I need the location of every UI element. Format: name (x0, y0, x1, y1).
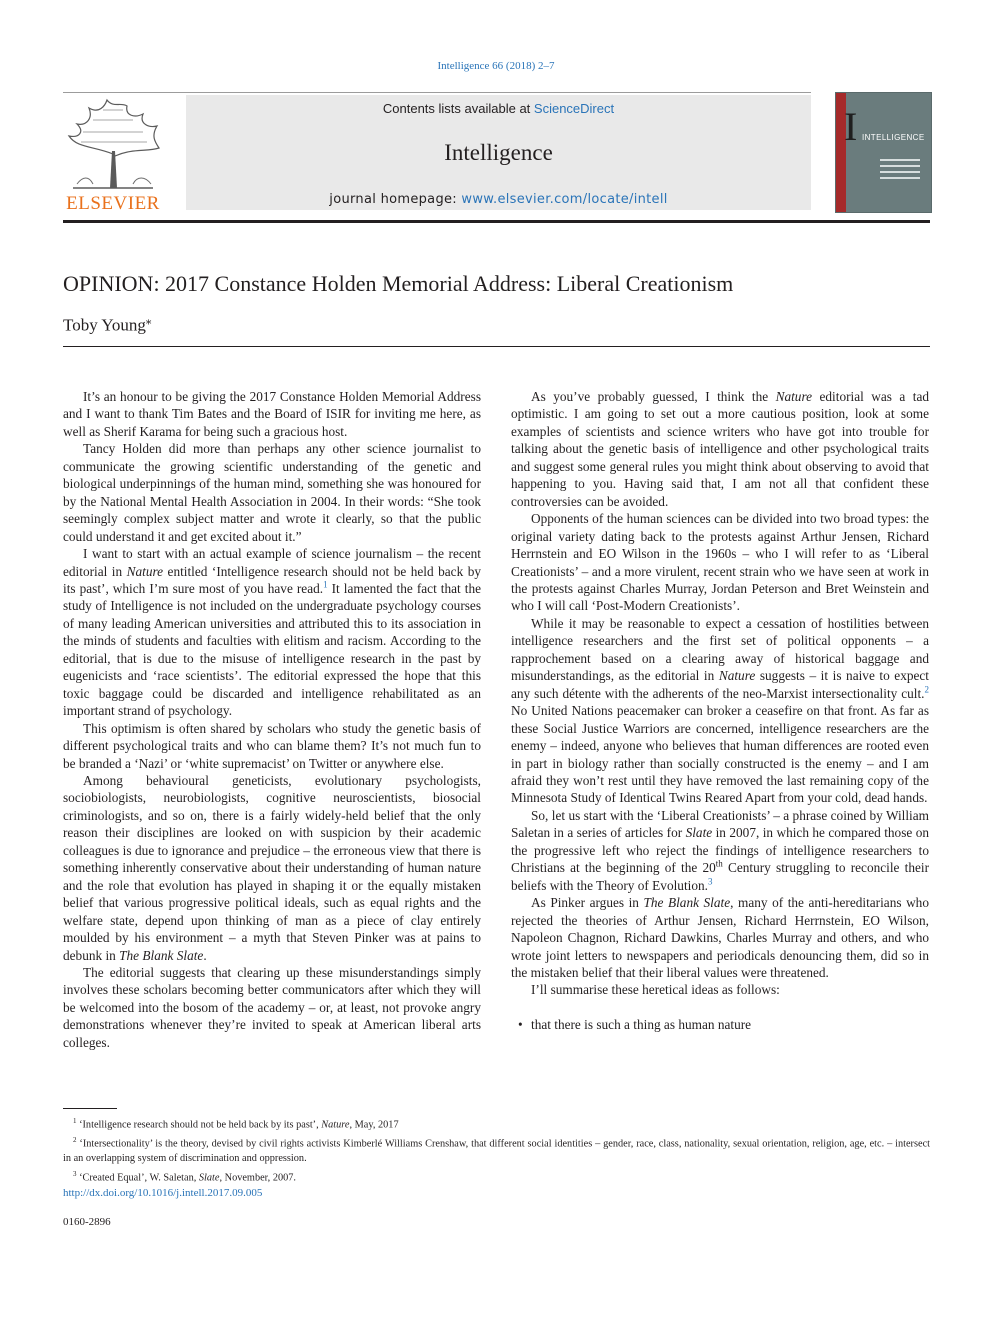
elsevier-logo (63, 96, 163, 214)
author (63, 314, 151, 336)
paragraph: As Pinker argues in The Blank Slate, many of the anti-hereditarians who rejected the theories of Arthur Jensen, Richard Herrnstein, EO Wilson, Napoleon Chagnon, Richard Dawkins, Charles Murray and others, and who wrote joint letters to newspapers and periodicals denouncing them, did so in the mistaken belief that their liberal values were threatened. (511, 895, 929, 980)
homepage-link[interactable]: www.elsevier.com/locate/intell (461, 192, 668, 207)
header-top-rule (63, 92, 811, 93)
issn: 0160-2896 (63, 1216, 111, 1228)
ordinal-suffix: th (715, 858, 723, 869)
bullet-icon: • (518, 1016, 523, 1032)
paragraph: Among behavioural geneticists, evolutionary psychologists, sociobiologists, neurobiologists, cognitive neuroscientists, biosocial criminologists, and so on, there is a fairly widely-held belief that the only reason their disciplines are looked on with suspicion by their academic colleagues is due to ignorance and prejudice – the erroneous view that there is something inherently conservative about their understanding of human nature and the role that evolution has played in shaping it or the equally mistaken belief that various progressive political ideals, such as equal rights and the welfare state, depend upon thinking of man as a piece of clay entirely moulded by his environment – a myth that Steven Pinker was at pains to debunk in The Blank Slate. (63, 772, 481, 963)
footnote-2: $^2$ ‘Intersectionality’ is the theory, devised by civil rights activists Kimberlé Williams Crenshaw, that different social identities – gender, race, class, nationality, sexual orientation, religion, age, etc. – intersect in an overlapping system of discrimination and oppression. (63, 1136, 930, 1165)
cover-title: INTELLIGENCE (862, 133, 925, 142)
footnotes (63, 1114, 930, 1186)
footnote-rule (63, 1108, 117, 1109)
paragraph: I want to start with an actual example of science journalism – the recent editorial in Nature entitled ‘Intelligence research should not be held back by its past’, which I’m sure most of you have read.$^1$ It lamented the fact that the study of Intelligence is not included on the undergraduate psychology courses of many leading American universities and attributed this to its association in the minds of students and faculties with elitism and racism. According to the editorial, that is due to the misuse of intelligence research in the past by eugenicists and ‘race scientists’. The editorial expressed the hope that this toxic baggage could be discarded and intelligence rehabilitated as an important strand of psychology. (63, 546, 482, 719)
homepage-prefix: journal homepage: (329, 192, 462, 207)
article-title: OPINION: 2017 Constance Holden Memorial Address: Liberal Creationism (63, 271, 734, 296)
footnote-ref-1[interactable]: 1 (323, 579, 328, 590)
body-left-column (63, 388, 481, 1051)
author-mark[interactable]: ⁎ (145, 315, 152, 327)
title-rule (63, 346, 930, 347)
journal-citation[interactable]: Intelligence 66 (2018) 2–7 (437, 60, 555, 72)
footnote-3: $^3$ ‘Created Equal’, W. Saletan, Slate, November, 2007. (73, 1169, 296, 1184)
paragraph: While it may be reasonable to expect a cessation of hostilities between intelligence researchers and the first set of political opponents – a rapprochement based on a clearing away of historical baggage and misunderstandings, as the editorial in Nature suggests – it is naive to expect any such détente with the adherents of the neo-Marxist intersectionality cult.$^2$ No United Nations peacemaker can broker a ceasefire on that front. As far as these Social Justice Warriors are concerned, intelligence researchers are the enemy – indeed, anyone who believes that human differences are rooted even in part in biology rather than socially constructed is the enemy – and I am afraid they won’t rest until they have removed the last remaining copy of the Minnesota Study of Identical Twins Reared Apart from your cold, dead hands. (511, 615, 930, 806)
sciencedirect-link[interactable]: ScienceDirect (533, 101, 615, 116)
journal-name: Intelligence (444, 140, 553, 165)
paragraph: Opponents of the human sciences can be divided into two broad types: the original variety dating back to the protests against Arthur Jensen, Richard Herrnstein and EO Wilson in the 1960s – who I will refer to as ‘Liberal Creationists’ – and a more virulent, recent strain who we have seen at work in the protests against Charles Murray, Jordan Peterson and Bret Weinstein and who I will call ‘Post-Modern Creationists’. (511, 511, 929, 614)
footnote-ref-2[interactable]: 2 (924, 684, 929, 695)
paragraph: Tancy Holden did more than perhaps any other science journalist to communicate the growing scientific understanding of the genetic and biological underpinnings of the human mind, something she was honoured for by the National Mental Health Association in 2004. In their words: “She took seemingly complex subject matter and wrote it clearly, so that the public could understand it and get excited about it.” (63, 441, 481, 544)
paragraph: So, let us start with the ‘Liberal Creationists’ – a phrase coined by William Saletan in a series of articles for Slate in 2007, in which he compared those on the progressive left who reject the findings of intelligence researchers to Christians at the beginning of the 20th Century struggling to reconcile their beliefs with the Theory of Evolution.$^3$ (511, 807, 929, 893)
svg-text:ELSEVIER: ELSEVIER (66, 193, 160, 214)
paragraph: This optimism is often shared by scholars who study the genetic basis of different psychological traits and who can blame them? It’s not much fun to be branded a ‘Nazi’ or ‘white supremacist’ on Twitter or anywhere else. (63, 720, 481, 771)
contents-line (186, 101, 811, 116)
body-right-column (511, 388, 929, 1033)
header-bottom-rule (63, 220, 930, 223)
author-name[interactable]: Toby Young (63, 315, 146, 335)
footnote-ref-3[interactable]: 3 (707, 876, 713, 887)
cover-decoration (880, 159, 920, 183)
journal-cover[interactable] (835, 92, 932, 213)
paragraph: As you’ve probably guessed, I think the Nature editorial was a tad optimistic. I am going to set out a more cautious position, look at some examples of scientists and science writers who have got into trouble for talking about the genetic basis of intelligence and other psychological traits and suggest some general rules you might think about observing to avoid that happening to you. Having said that, I am not all that confident these controversies can be avoided. (511, 389, 929, 509)
paragraph: The editorial suggests that clearing up these misunderstandings simply involves these scholars becoming better communicators after which they will be welcomed into the bosom of the academy – or, at least, not provoke angry demonstrations whenever they’re invited to speak at American liberal arts colleges. (63, 964, 481, 1050)
journal-homepage (186, 192, 811, 207)
doi-link[interactable]: http://dx.doi.org/10.1016/j.intell.2017.09.005 (63, 1187, 263, 1199)
footnote-1: $^1$ ‘Intelligence research should not be held back by its past’, Nature, May, 2017 (73, 1117, 399, 1131)
paragraph: I’ll summarise these heretical ideas as follows: (531, 982, 780, 998)
paragraph: It’s an honour to be giving the 2017 Constance Holden Memorial Address and I want to thank Tim Bates and the Board of ISIR for inviting me here, as well as Sherif Karama for being such a gracious host. (63, 389, 481, 439)
elsevier-tree-icon (63, 96, 163, 214)
contents-prefix: Contents lists available at (382, 101, 534, 116)
list-item: • that there is such a thing as human nature (518, 1016, 752, 1032)
cover-letter: I (844, 104, 858, 149)
